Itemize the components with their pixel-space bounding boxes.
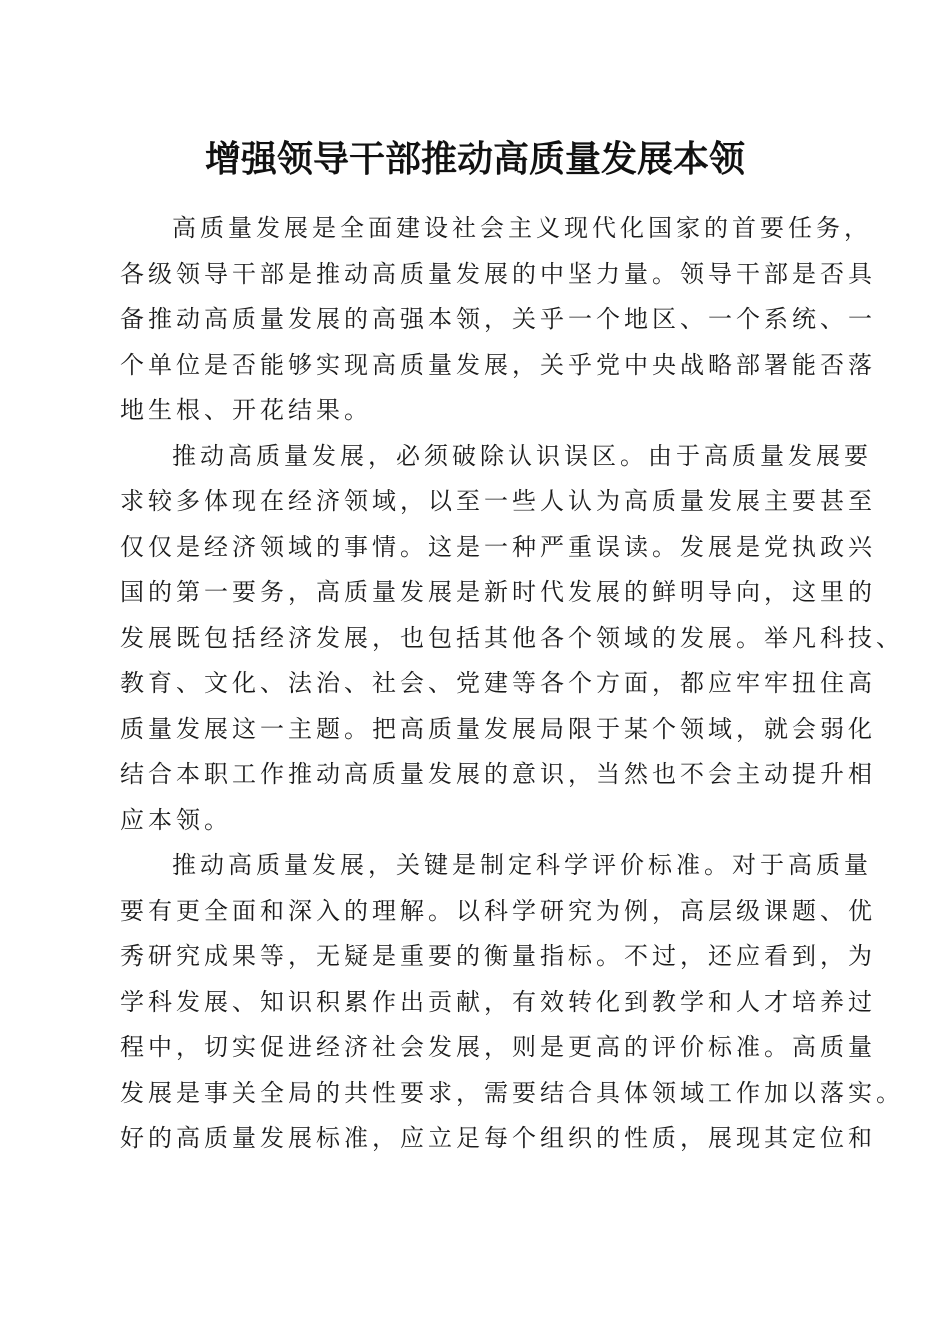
- paragraph-line: 推动高质量发展，必须破除认识误区。由于高质量发展要: [172, 441, 872, 470]
- paragraph-line: 高质量发展是全面建设社会主义现代化国家的首要任务，: [172, 214, 872, 242]
- paragraph-line: 程中，切实促进经济社会发展，则是更高的评价标准。高质量: [120, 1033, 876, 1061]
- paragraph-line: 教育、文化、法治、社会、党建等各个方面，都应牢牢扭住高: [120, 669, 876, 697]
- paragraph-line: 秀研究成果等，无疑是重要的衡量指标。不过，还应看到，为: [120, 942, 876, 970]
- paragraph-line: 个单位是否能够实现高质量发展，关乎党中央战略部署能否落: [120, 350, 876, 379]
- paragraph-line: 发展是事关全局的共性要求，需要结合具体领域工作加以落实。: [120, 1078, 904, 1107]
- paragraph-line: 好的高质量发展标准，应立足每个组织的性质，展现其定位和: [120, 1124, 876, 1152]
- paragraph-line: 发展既包括经济发展，也包括其他各个领域的发展。举凡科技、: [120, 623, 904, 652]
- paragraph-line: 推动高质量发展，关键是制定科学评价标准。对于高质量: [172, 851, 872, 879]
- paragraph-1: [120, 206, 876, 434]
- document-body: [120, 206, 904, 1162]
- paragraph-line: 要有更全面和深入的理解。以科学研究为例，高层级课题、优: [120, 896, 876, 925]
- paragraph-2: [120, 434, 904, 844]
- paragraph-line: 备推动高质量发展的高强本领，关乎一个地区、一个系统、一: [120, 305, 876, 333]
- paragraph-line: 结合本职工作推动高质量发展的意识，当然也不会主动提升相: [120, 760, 876, 788]
- paragraph-line: 求较多体现在经济领域，以至一些人认为高质量发展主要甚至: [120, 487, 876, 515]
- paragraph-line: 应本领。: [120, 805, 232, 834]
- paragraph-line: 质量发展这一主题。把高质量发展局限于某个领域，就会弱化: [120, 714, 876, 743]
- paragraph-line: 学科发展、知识积累作出贡献，有效转化到教学和人才培养过: [120, 987, 876, 1016]
- paragraph-3: [120, 843, 904, 1162]
- paragraph-line: 各级领导干部是推动高质量发展的中坚力量。领导干部是否具: [120, 259, 876, 288]
- document-title: 增强领导干部推动高质量发展本领: [204, 138, 745, 180]
- paragraph-line: 国的第一要务，高质量发展是新时代发展的鲜明导向，这里的: [120, 578, 876, 606]
- paragraph-line: 地生根、开花结果。: [120, 396, 372, 424]
- paragraph-line: 仅仅是经济领域的事情。这是一种严重误读。发展是党执政兴: [120, 532, 876, 561]
